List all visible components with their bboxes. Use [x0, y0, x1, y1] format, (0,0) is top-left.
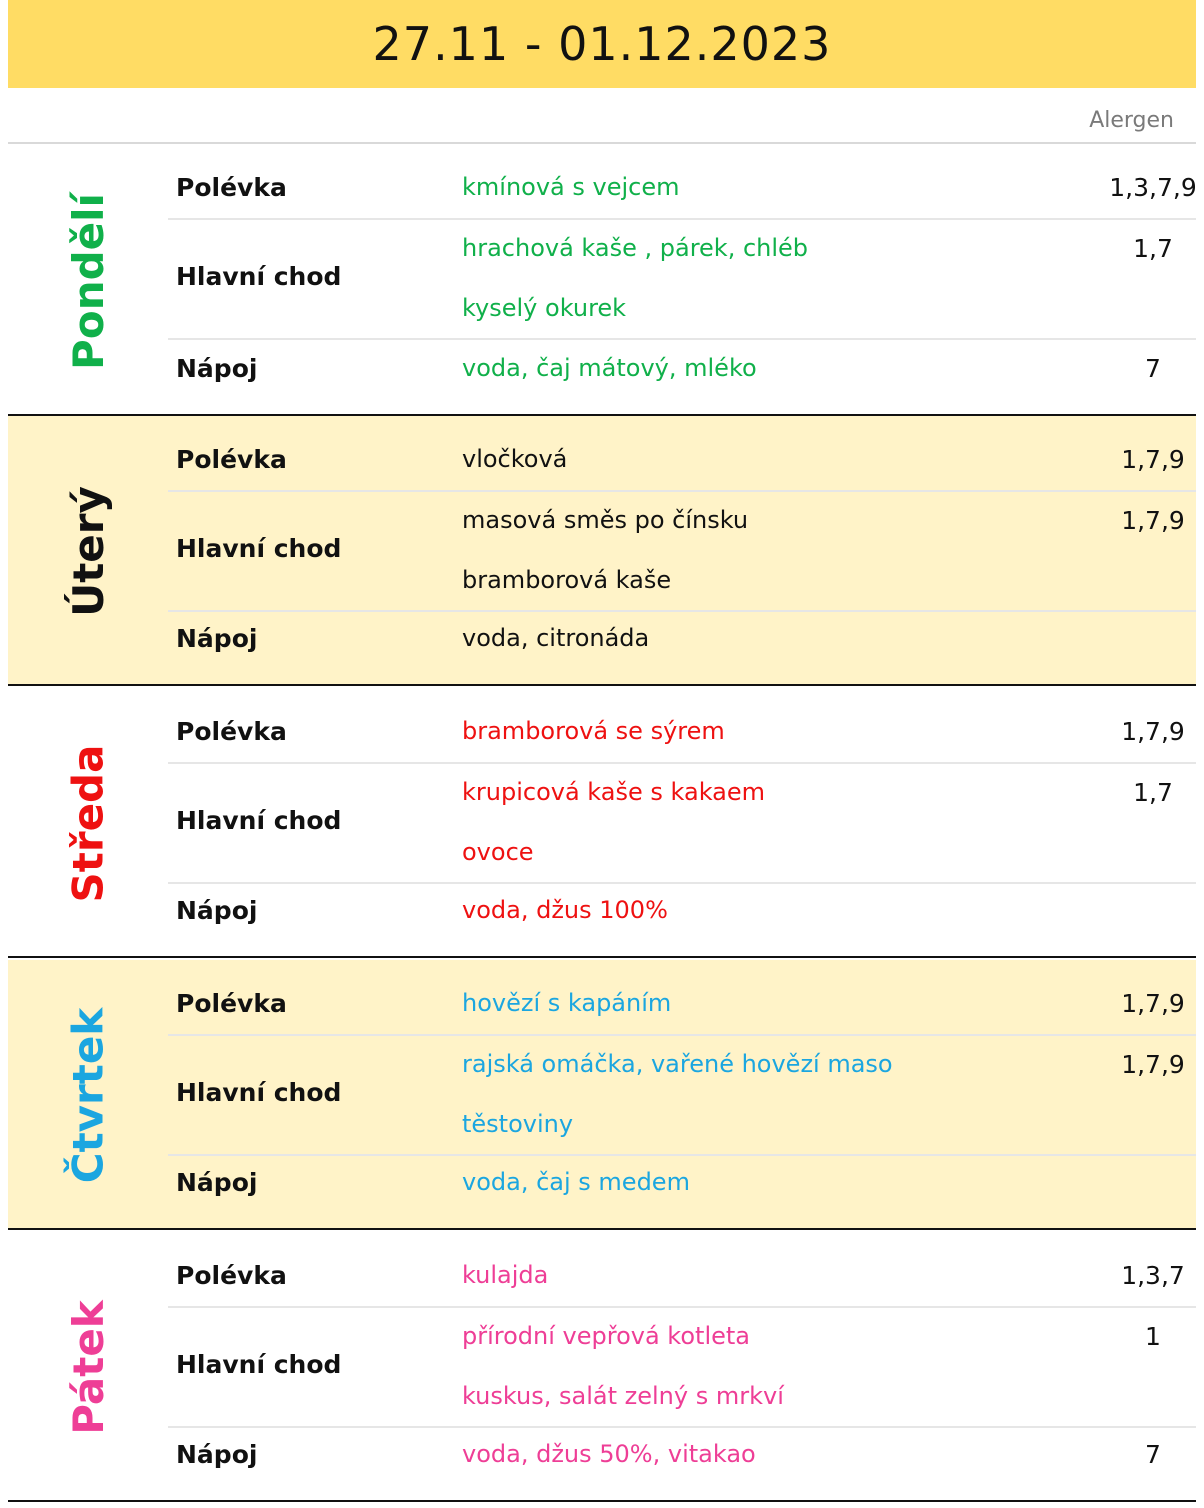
main-dish-2: těstoviny: [462, 1110, 574, 1138]
page-title: 27.11 - 01.12.2023: [372, 17, 832, 71]
soup-allergen: 1,3,7: [1121, 1261, 1185, 1290]
drink-row: [168, 1428, 1196, 1500]
day-name: Pátek: [63, 1299, 113, 1435]
soup-dish: hovězí s kapáním: [462, 989, 672, 1017]
drink-label: Nápoj: [176, 1440, 258, 1469]
day-block-patek: [8, 1232, 1196, 1502]
day-block-streda: [8, 688, 1196, 958]
main-dish-2: kyselý okurek: [462, 294, 627, 322]
drink-row: [168, 340, 1196, 414]
soup-label: Polévka: [176, 717, 287, 746]
drink-dish: voda, čaj mátový, mléko: [462, 354, 757, 382]
main-row: [168, 492, 1196, 612]
main-row: [168, 764, 1196, 884]
title-bar: [8, 0, 1196, 88]
drink-dish: voda, džus 100%: [462, 896, 668, 924]
main-dish-1: hrachová kaše , párek, chléb: [462, 234, 809, 262]
soup-allergen: 1,7,9: [1121, 717, 1185, 746]
soup-dish: bramborová se sýrem: [462, 717, 725, 745]
main-row: [168, 1036, 1196, 1156]
soup-row: [168, 416, 1196, 492]
main-dish-2: kuskus, salát zelný s mrkví: [462, 1382, 784, 1410]
day-block-ctvrtek: [8, 960, 1196, 1230]
drink-label: Nápoj: [176, 1168, 258, 1197]
soup-label: Polévka: [176, 445, 287, 474]
soup-row: [168, 960, 1196, 1036]
soup-allergen: 1,7,9: [1121, 989, 1185, 1018]
soup-allergen: 1,3,7,9: [1109, 173, 1197, 202]
main-dish-1: rajská omáčka, vařené hovězí maso: [462, 1050, 893, 1078]
main-label: Hlavní chod: [176, 262, 342, 291]
main-dish-2: ovoce: [462, 838, 534, 866]
soup-dish: kulajda: [462, 1261, 549, 1289]
soup-label: Polévka: [176, 173, 287, 202]
soup-row: [168, 688, 1196, 764]
soup-dish: vločková: [462, 445, 568, 473]
main-label: Hlavní chod: [176, 534, 342, 563]
day-name: Středa: [63, 744, 113, 902]
drink-allergen: 7: [1145, 354, 1161, 383]
main-dish-1: krupicová kaše s kakaem: [462, 778, 766, 806]
main-dish-1: masová směs po čínsku: [462, 506, 749, 534]
day-name: Úterý: [63, 485, 113, 617]
drink-label: Nápoj: [176, 624, 258, 653]
drink-label: Nápoj: [176, 896, 258, 925]
main-label: Hlavní chod: [176, 806, 342, 835]
drink-allergen: 7: [1145, 1440, 1161, 1469]
main-allergen: 1,7: [1133, 778, 1173, 807]
allergen-column-header: Alergen: [1089, 108, 1174, 133]
day-block-utery: [8, 416, 1196, 686]
drink-dish: voda, džus 50%, vitakao: [462, 1440, 756, 1468]
drink-row: [168, 1156, 1196, 1228]
drink-row: [168, 884, 1196, 956]
divider: [8, 142, 1196, 144]
main-dish-1: přírodní vepřová kotleta: [462, 1322, 750, 1350]
soup-dish: kmínová s vejcem: [462, 173, 680, 201]
day-name: Pondělí: [63, 192, 113, 370]
main-label: Hlavní chod: [176, 1078, 342, 1107]
soup-label: Polévka: [176, 1261, 287, 1290]
main-allergen: 1,7: [1133, 234, 1173, 263]
main-dish-2: bramborová kaše: [462, 566, 672, 594]
main-allergen: 1,7,9: [1121, 506, 1185, 535]
soup-row: [168, 146, 1196, 220]
main-row: [168, 1308, 1196, 1428]
soup-allergen: 1,7,9: [1121, 445, 1185, 474]
soup-label: Polévka: [176, 989, 287, 1018]
soup-row: [168, 1232, 1196, 1308]
drink-label: Nápoj: [176, 354, 258, 383]
drink-dish: voda, citronáda: [462, 624, 650, 652]
day-block-pondeli: [8, 146, 1196, 416]
drink-dish: voda, čaj s medem: [462, 1168, 690, 1196]
drink-row: [168, 612, 1196, 684]
main-row: [168, 220, 1196, 340]
main-allergen: 1,7,9: [1121, 1050, 1185, 1079]
day-name: Čtvrtek: [63, 1007, 113, 1183]
main-label: Hlavní chod: [176, 1350, 342, 1379]
main-allergen: 1: [1145, 1322, 1161, 1351]
